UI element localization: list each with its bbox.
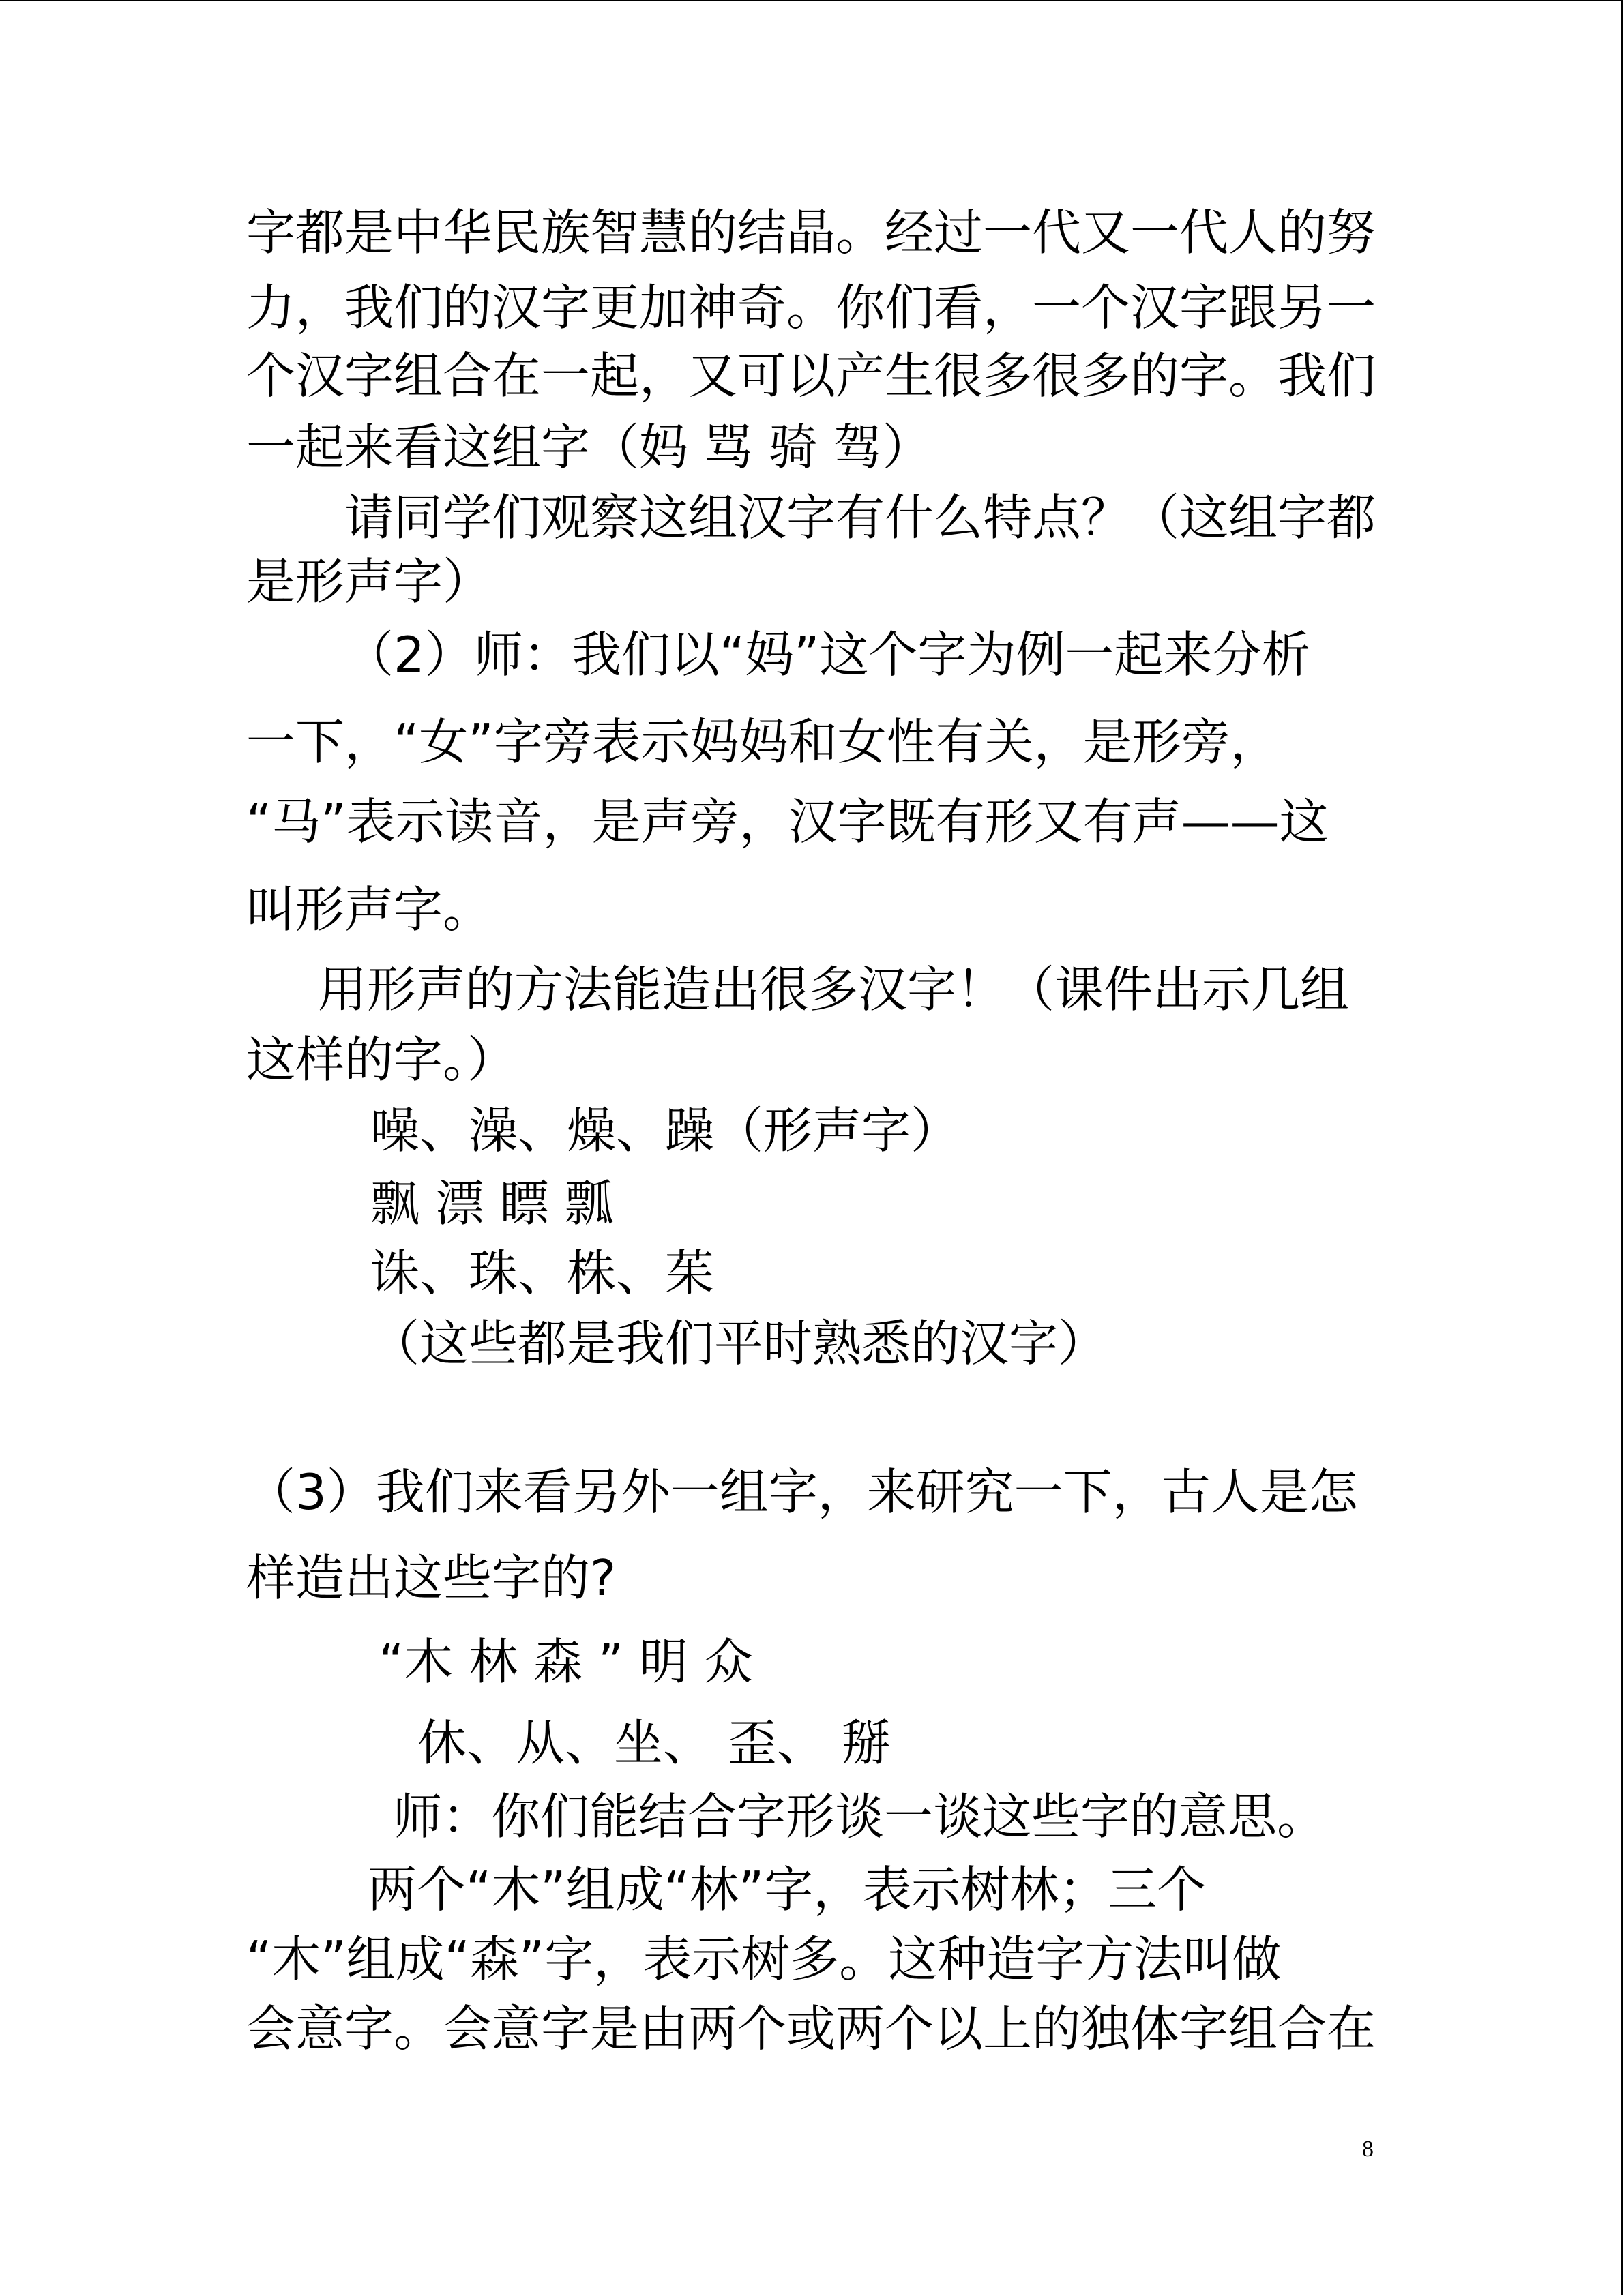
text-line: 两个“木”组成“林”字，表示树林；三个 bbox=[368, 1861, 1207, 1918]
text-line: 会意字。会意字是由两个或两个以上的独体字组合在 bbox=[246, 2000, 1376, 2057]
text-line: 字都是中华民族智慧的结晶。经过一代又一代人的努 bbox=[246, 204, 1376, 261]
text-line: 力，我们的汉字更加神奇。你们看，一个汉字跟另一 bbox=[246, 279, 1376, 336]
text-line: 休、从、坐、 歪、 掰 bbox=[417, 1714, 891, 1772]
text-line: 这样的字。） bbox=[246, 1031, 517, 1088]
page-number: 8 bbox=[1362, 2136, 1374, 2162]
text-line: 个汉字组合在一起，又可以产生很多很多的字。我们 bbox=[246, 347, 1376, 404]
text-line: 一起来看这组字（妈 骂 骑 驾） bbox=[246, 419, 932, 476]
text-line: （这些都是我们平时熟悉的汉字） bbox=[370, 1315, 1108, 1372]
text-line: 飘 漂 瞟 瓢 bbox=[370, 1175, 614, 1232]
text-line: 诛、珠、株、茱 bbox=[370, 1244, 715, 1302]
text-line: 用形声的方法能造出很多汉字！（课件出示几组 bbox=[318, 961, 1350, 1018]
text-line: 是形声字） bbox=[246, 553, 492, 610]
text-line: “木 林 森 ” 明 众 bbox=[379, 1633, 754, 1690]
text-line: （3）我们来看另外一组字，来研究一下，古人是怎 bbox=[246, 1463, 1358, 1521]
text-line: 师：你们能结合字形谈一谈这些字的意思。 bbox=[393, 1788, 1327, 1845]
text-line: 样造出这些字的? bbox=[246, 1549, 617, 1607]
text-line: “马”表示读音，是声旁，汉字既有形又有声——这 bbox=[246, 793, 1329, 850]
text-line: （2）师：我们以“妈”这个字为例一起来分析 bbox=[344, 626, 1311, 683]
text-line: 噪、澡、燥、躁（形声字） bbox=[370, 1102, 960, 1159]
text-line: 叫形声字。 bbox=[246, 881, 492, 938]
text-line: “木”组成“森”字，表示树多。这种造字方法叫做 bbox=[246, 1930, 1282, 1988]
text-line: 一下，“女”字旁表示妈妈和女性有关，是形旁， bbox=[246, 713, 1280, 771]
text-line: 请同学们观察这组汉字有什么特点？（这组字都 bbox=[344, 489, 1376, 546]
